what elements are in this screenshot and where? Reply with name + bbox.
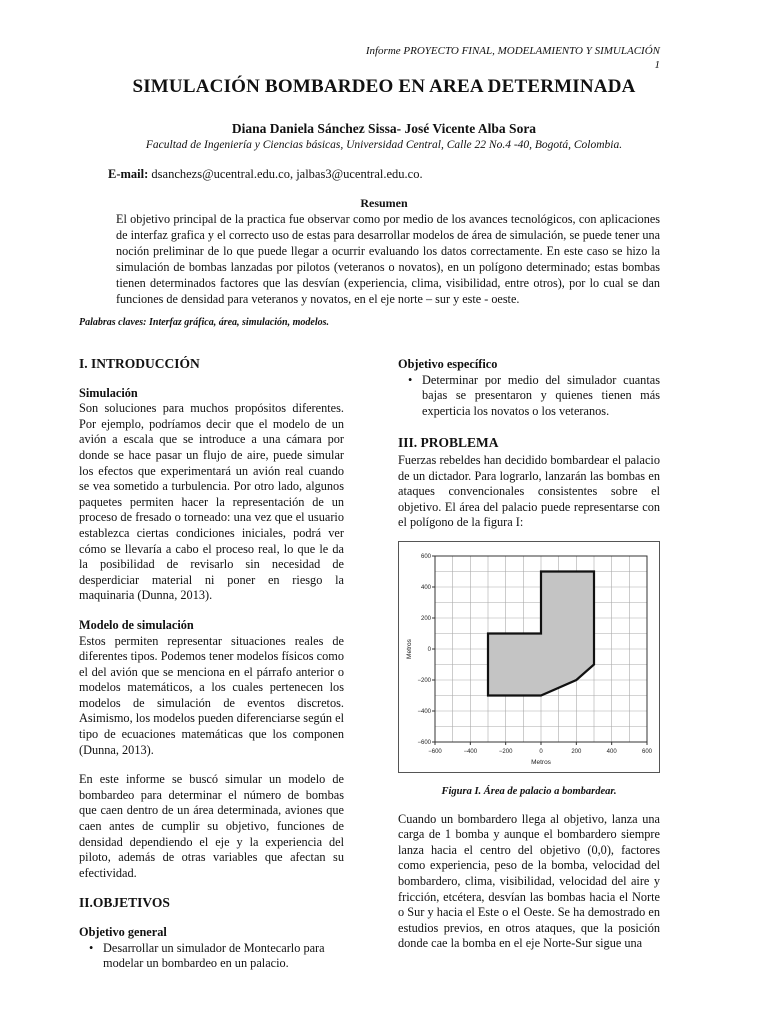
- keywords: Palabras claves: Interfaz gráfica, área, simulación, modelos.: [79, 317, 329, 328]
- email-line: [108, 167, 423, 182]
- y-tick-label: 600: [420, 553, 431, 560]
- specific-objective-heading: Objetivo específico: [398, 357, 498, 371]
- figure-1: [398, 541, 660, 773]
- figure-caption: Figura I. Área de palacio a bombardear.: [441, 785, 617, 797]
- email-label: E-mail:: [108, 167, 149, 181]
- general-objective-item: [79, 941, 344, 972]
- running-header: [366, 44, 660, 72]
- authors: Diana Daniela Sánchez Sissa- José Vicente Alba Sora: [231, 121, 537, 136]
- specific-objective-item: [398, 373, 660, 420]
- simulation-heading: Simulación: [79, 385, 138, 400]
- palace-area-chart: [399, 542, 659, 772]
- problem-heading: III. PROBLEMA: [398, 435, 499, 451]
- x-tick-label: 400: [606, 748, 617, 755]
- bullet-icon: •: [89, 940, 94, 955]
- objectives-heading: II.OBJETIVOS: [79, 895, 170, 911]
- left-column: [79, 356, 344, 972]
- abstract-text: El objetivo principal de la practica fue observar como por medio de los avances tecnológicos, con aplicaciones de interfaz grafica y el correcto uso de estas para desarrollar modelos de área de simulación, se puede tener una noción preliminar de lo que puede llegar a ocurrir evaluando los datos correctamente. En este caso se hizo la simulación de bombas lanzadas por pilotos (veteranos o novatos), en un polígono determinado; estas bombas tienen determinados factores que las desvían (experiencia, clima, visibilidad, entre otros), por lo cual se dan funciones de densidad para veteranos y novatos, en el eje norte – sur y este - oeste.: [116, 212, 660, 306]
- right-column: [398, 357, 660, 952]
- palace-polygon: [488, 571, 594, 695]
- bullet-icon: •: [408, 372, 413, 387]
- y-tick-label: 0: [427, 646, 431, 653]
- paper-title: SIMULACIÓN BOMBARDEO EN AREA DETERMINADA: [132, 76, 636, 97]
- report-paragraph: En este informe se buscó simular un modelo de bombardeo para determinar el número de bombas que caen dentro de un área determinada, aviones que caen antes de cumplir su objetivo, funciones de densidad dependiendo el eje y la experiencia del piloto, además de otras variables que afectan su efectividad.: [79, 772, 344, 880]
- abstract-heading: Resumen: [360, 196, 408, 210]
- specific-objective-text: Determinar por medio del simulador cuantas bajas se presentaron y quienes tienen más experticia los novatos o los veteranos.: [422, 372, 660, 418]
- x-tick-label: 0: [539, 748, 543, 755]
- y-tick-label: −400: [417, 708, 431, 715]
- general-objective-text: Desarrollar un simulador de Montecarlo para modelar un bombardeo en un palacio.: [103, 940, 325, 971]
- x-tick-label: 200: [571, 748, 582, 755]
- model-heading: Modelo de simulación: [79, 617, 194, 632]
- simulation-paragraph: Son soluciones para muchos propósitos diferentes. Por ejemplo, podríamos decir que el modelo de un avión a escala que se introduce a una cámara por donde se hace pasar un flujo de aire, puede simular los efectos que experimentará un avión real cuando se vea sometido a turbulencia. Por otro lado, algunos paquetes permiten hacer la representación de un proceso de fresado o torneado: una vez que el usuario establezca ciertas condiciones iniciales, podrá ver cómo se llevaría a cabo el proceso real, lo que le da la posibilidad de revisarlo sin necesidad de desperdiciar material ni poner en riesgo la maquinaria (Dunna, 2013).: [79, 401, 344, 603]
- y-axis-label: Metros: [406, 639, 413, 659]
- running-title: Informe PROYECTO FINAL, MODELAMIENTO Y SIMULACIÓN: [365, 45, 660, 57]
- problem-paragraph-2: Cuando un bombardero llega al objetivo, lanza una carga de 1 bomba y aunque el bombardero siempre lanza hacia el centro del objetivo (0,0), factores como experiencia, peso de la bomba, velocidad del bombardero, clima, visibilidad, velocidad del aire y fricción, etcétera, desvían las bombas hacia el Norte o Sur y hacia el Este o el Oeste. Se ha demostrado en estudios previos, en otros ataques, que la posición donde cae la bomba en el eje Norte-Sur sigue una: [398, 811, 660, 951]
- y-tick-label: 200: [420, 615, 431, 622]
- email-addresses: dsanchezs@ucentral.edu.co, jalbas3@ucentral.edu.co.: [148, 167, 423, 181]
- model-paragraph: Estos permiten representar situaciones reales de diferentes tipos. Podemos tener modelos físicos como el del avión que se menciona en el párrafo anterior o modelos matemáticos, a los cuales pertenecen los modelos de simulación de eventos discretos. Asimismo, los modelos pueden diferenciarse según el tipo de ecuaciones matemáticas que los componen (Dunna, 2013).: [79, 633, 344, 757]
- y-tick-label: 400: [420, 584, 431, 591]
- y-tick-label: −200: [417, 677, 431, 684]
- general-objective-heading: Objetivo general: [79, 925, 167, 939]
- x-tick-label: −600: [428, 748, 442, 755]
- x-tick-label: 600: [641, 748, 653, 755]
- problem-paragraph-1: Fuerzas rebeldes han decidido bombardear el palacio de un dictador. Para lograrlo, lanzarán las bombas en ataques convencionales consistentes sobre el objetivo. El área del palacio puede representarse con el polígono de la figura I:: [398, 452, 660, 530]
- x-axis-label: Metros: [531, 758, 551, 766]
- intro-heading: I. INTRODUCCIÓN: [79, 356, 200, 371]
- page-number: 1: [654, 59, 660, 71]
- x-tick-label: −400: [463, 748, 478, 755]
- y-tick-label: −600: [417, 739, 431, 746]
- x-tick-label: −200: [498, 748, 513, 755]
- affiliation: Facultad de Ingeniería y Ciencias básicas, Universidad Central, Calle 22 No.4 -40, Bogotá, Colombia.: [145, 139, 623, 151]
